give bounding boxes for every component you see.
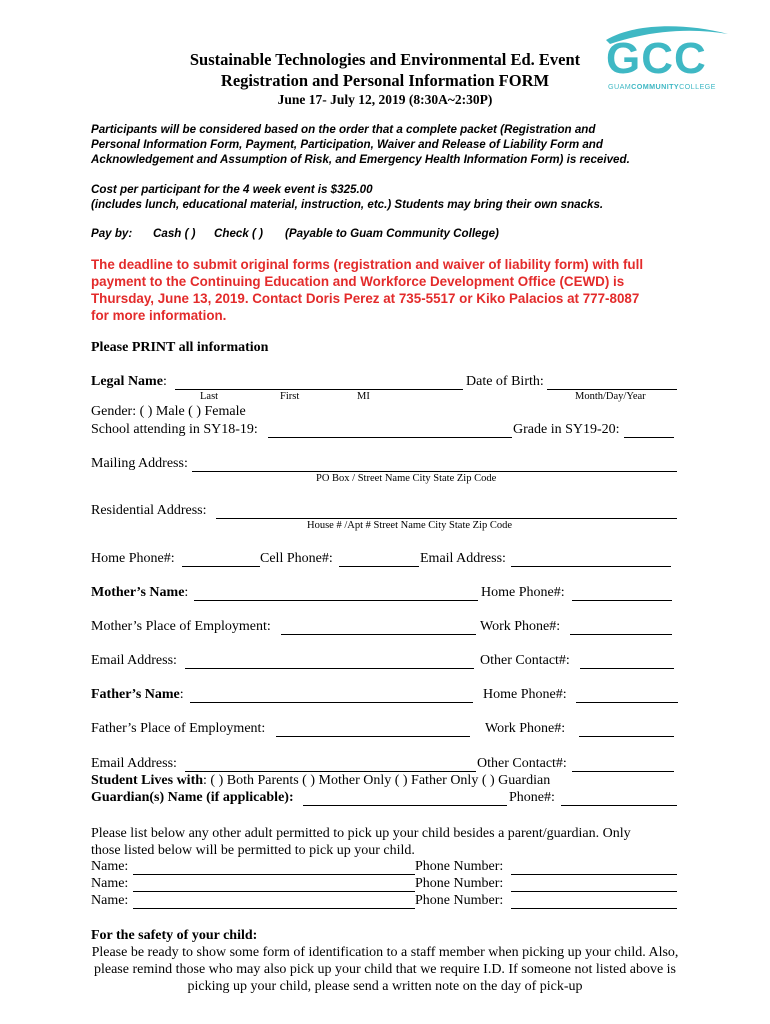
father-employment-field[interactable] bbox=[276, 736, 470, 737]
caption-first: First bbox=[280, 391, 300, 402]
father-other-contact-field[interactable] bbox=[572, 771, 674, 772]
pickup-name-field-2[interactable] bbox=[133, 891, 415, 892]
school-label: School attending in SY18-19: bbox=[91, 422, 258, 437]
logo-sub-college: COLLEGE bbox=[679, 82, 716, 91]
mother-email-field[interactable] bbox=[185, 668, 474, 669]
payable-note: (Payable to Guam Community College) bbox=[285, 227, 499, 240]
father-other-contact-label: Other Contact#: bbox=[477, 756, 567, 771]
mailing-address-label: Mailing Address: bbox=[91, 456, 188, 471]
father-work-phone-field[interactable] bbox=[579, 736, 674, 737]
pickup-phone-label-3: Phone Number: bbox=[415, 893, 504, 908]
cost-line2: (includes lunch, educational material, instruction, etc.) Students may bring their own snacks. bbox=[91, 198, 604, 211]
residential-address-label: Residential Address: bbox=[91, 503, 207, 518]
safety-line3: picking up your child, please send a written note on the day of pick-up bbox=[187, 979, 583, 994]
intro-line3: Acknowledgement and Assumption of Risk, and Emergency Health Information Form) is received. bbox=[91, 153, 630, 166]
dob-field[interactable] bbox=[547, 389, 677, 390]
guardian-name-label: Guardian(s) Name (if applicable): bbox=[91, 790, 294, 805]
father-email-field[interactable] bbox=[185, 771, 476, 772]
email-label: Email Address: bbox=[420, 551, 506, 566]
cell-phone-field[interactable] bbox=[339, 566, 419, 567]
residential-address-field[interactable] bbox=[216, 518, 677, 519]
deadline-line3: Thursday, June 13, 2019. Contact Doris Perez at 735-5517 or Kiko Palacios at 777-8087 bbox=[91, 291, 640, 306]
mother-name-field[interactable] bbox=[194, 600, 478, 601]
mother-employment-field[interactable] bbox=[281, 634, 476, 635]
cost-line1: Cost per participant for the 4 week event is $325.00 bbox=[91, 183, 373, 196]
logo-sub-community: COMMUNITY bbox=[631, 82, 680, 91]
pickup-instruction-line2: those listed below will be permitted to pick up your child. bbox=[91, 843, 415, 858]
logo-sub-guam: GUAM bbox=[608, 82, 632, 91]
caption-last: Last bbox=[200, 391, 219, 402]
pickup-name-label-2: Name: bbox=[91, 876, 129, 891]
home-phone-label: Home Phone#: bbox=[91, 551, 175, 566]
gender-options[interactable]: Gender: ( ) Male ( ) Female bbox=[91, 404, 246, 419]
dob-label: Date of Birth: bbox=[466, 374, 544, 389]
pay-cash-option[interactable]: Cash ( ) bbox=[153, 227, 196, 240]
pickup-phone-field-2[interactable] bbox=[511, 891, 677, 892]
guardian-phone-field[interactable] bbox=[561, 805, 677, 806]
safety-heading: For the safety of your child: bbox=[91, 928, 258, 943]
pickup-phone-field-1[interactable] bbox=[511, 874, 677, 875]
father-work-phone-label: Work Phone#: bbox=[485, 721, 566, 736]
deadline-line1: The deadline to submit original forms (registration and waiver of liability form) with full bbox=[91, 257, 644, 272]
residential-address-caption: House # /Apt # Street Name City State Zip Code bbox=[307, 520, 513, 531]
father-employment-label: Father’s Place of Employment: bbox=[91, 721, 266, 736]
mailing-address-field[interactable] bbox=[192, 471, 677, 472]
mother-other-contact-field[interactable] bbox=[580, 668, 674, 669]
logo-subtitle bbox=[608, 82, 716, 91]
caption-mi: MI bbox=[357, 391, 370, 402]
mother-work-phone-field[interactable] bbox=[570, 634, 672, 635]
mother-home-phone-label: Home Phone#: bbox=[481, 585, 565, 600]
mother-email-label: Email Address: bbox=[91, 653, 177, 668]
pickup-phone-label-2: Phone Number: bbox=[415, 876, 504, 891]
email-field[interactable] bbox=[511, 566, 671, 567]
pickup-instruction-line1: Please list below any other adult permitted to pick up your child besides a parent/guardian. Only bbox=[91, 826, 631, 841]
print-note: Please PRINT all information bbox=[91, 340, 269, 355]
safety-line1: Please be ready to show some form of identification to a staff member when picking up your child. Also, bbox=[91, 945, 679, 960]
safety-line2: please remind those who may also pick up your child that we require I.D. If someone not listed above is bbox=[93, 962, 677, 977]
pickup-name-label-1: Name: bbox=[91, 859, 129, 874]
pay-by-label: Pay by: bbox=[91, 227, 133, 240]
father-name-label: Father’s Name: bbox=[91, 687, 184, 702]
legal-name-field[interactable] bbox=[175, 389, 463, 390]
mailing-address-caption: PO Box / Street Name City State Zip Code bbox=[316, 473, 497, 484]
father-home-phone-label: Home Phone#: bbox=[483, 687, 567, 702]
guardian-name-field[interactable] bbox=[303, 805, 507, 806]
father-email-label: Email Address: bbox=[91, 756, 177, 771]
cell-phone-label: Cell Phone#: bbox=[260, 551, 333, 566]
mother-employment-label: Mother’s Place of Employment: bbox=[91, 619, 271, 634]
intro-line2: Personal Information Form, Payment, Participation, Waiver and Release of Liability Form and bbox=[91, 138, 603, 151]
pickup-phone-label-1: Phone Number: bbox=[415, 859, 504, 874]
pickup-name-label-3: Name: bbox=[91, 893, 129, 908]
deadline-line2: payment to the Continuing Education and Workforce Development Office (CEWD) is bbox=[91, 274, 625, 289]
mother-work-phone-label: Work Phone#: bbox=[480, 619, 561, 634]
logo-letters: GCC bbox=[606, 34, 707, 83]
deadline-line4: for more information. bbox=[91, 308, 227, 323]
pickup-name-field-3[interactable] bbox=[133, 908, 415, 909]
gcc-logo bbox=[602, 24, 732, 94]
home-phone-field[interactable] bbox=[182, 566, 260, 567]
pickup-phone-field-3[interactable] bbox=[511, 908, 677, 909]
intro-line1: Participants will be considered based on the order that a complete packet (Registration and bbox=[91, 123, 596, 136]
father-name-field[interactable] bbox=[190, 702, 473, 703]
grade-label: Grade in SY19-20: bbox=[513, 422, 620, 437]
grade-field[interactable] bbox=[624, 437, 674, 438]
form-title-line2: Registration and Personal Information FORM bbox=[220, 71, 550, 90]
legal-name-label: Legal Name: bbox=[91, 374, 167, 389]
event-dates: June 17- July 12, 2019 (8:30A~2:30P) bbox=[277, 92, 493, 107]
father-home-phone-field[interactable] bbox=[576, 702, 678, 703]
pay-check-option[interactable]: Check ( ) bbox=[214, 227, 263, 240]
caption-month-day-year: Month/Day/Year bbox=[575, 391, 646, 402]
mother-name-label: Mother’s Name: bbox=[91, 585, 189, 600]
mother-home-phone-field[interactable] bbox=[572, 600, 672, 601]
school-field[interactable] bbox=[268, 437, 512, 438]
guardian-phone-label: Phone#: bbox=[509, 790, 555, 805]
lives-with-row[interactable]: Student Lives with: ( ) Both Parents ( ) Mother Only ( ) Father Only ( ) Guardian bbox=[91, 773, 551, 788]
form-title-line1: Sustainable Technologies and Environmental Ed. Event bbox=[189, 50, 581, 69]
pickup-name-field-1[interactable] bbox=[133, 874, 415, 875]
mother-other-contact-label: Other Contact#: bbox=[480, 653, 570, 668]
